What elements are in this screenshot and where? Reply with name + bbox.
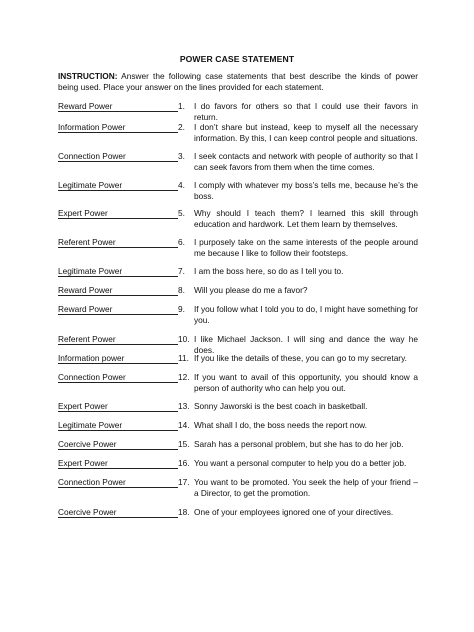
answer-line[interactable]: Expert Power <box>58 401 178 412</box>
item-number: 15. <box>178 439 190 449</box>
answer-line[interactable]: Information power <box>58 353 178 364</box>
item-number: 13. <box>178 401 190 411</box>
case-statement: I do favors for others so that I could use their favors in return. <box>194 101 418 122</box>
answer-line[interactable]: Referent Power <box>58 334 178 345</box>
case-statement: If you want to avail of this opportunity, you should know a person of authority who can help you out. <box>194 372 418 393</box>
item-number: 9. <box>178 304 185 314</box>
case-statement: I like Michael Jackson. I will sing and dance the way he does. <box>194 334 418 355</box>
item-number: 4. <box>178 180 185 190</box>
answer-line[interactable]: Legitimate Power <box>58 180 178 191</box>
item-number: 11. <box>178 353 189 363</box>
case-statement: I seek contacts and network with people of authority so that I can seek favors from them when the time comes. <box>194 151 418 172</box>
document-title: POWER CASE STATEMENT <box>179 54 295 64</box>
answer-line[interactable]: Connection Power <box>58 372 178 383</box>
case-statement: One of your employees ignored one of your directives. <box>194 507 394 517</box>
item-number: 16. <box>178 458 190 468</box>
case-statement: Sarah has a personal problem, but she has to do her job. <box>194 439 404 449</box>
case-statement: Why should I teach them? I learned this skill through education and hardwork. Let them learn by themselves. <box>194 208 418 229</box>
item-number: 6. <box>178 237 185 247</box>
answer-line[interactable]: Coercive Power <box>58 439 178 450</box>
instruction-text: Answer the following case statements that best describe the kinds of power being used. Place your answer on the lines provided for each statement. <box>58 71 418 92</box>
answer-line[interactable]: Expert Power <box>58 208 178 219</box>
case-statement: I don’t share but instead, keep to myself all the necessary information. By this, I can keep control people and situations. <box>194 122 418 143</box>
case-statement: I am the boss here, so do as I tell you to. <box>194 266 344 276</box>
answer-line[interactable]: Reward Power <box>58 304 178 315</box>
item-number: 8. <box>178 285 185 295</box>
item-number: 3. <box>178 151 185 161</box>
item-number: 12. <box>178 372 190 382</box>
case-statement: You want a personal computer to help you do a better job. <box>194 458 407 468</box>
case-statement: Sonny Jaworski is the best coach in basketball. <box>194 401 368 411</box>
case-statement: If you like the details of these, you can go to my secretary. <box>194 353 407 363</box>
answer-line[interactable]: Coercive Power <box>58 507 178 518</box>
answer-line[interactable]: Connection Power <box>58 477 178 488</box>
item-number: 7. <box>178 266 185 276</box>
answer-line[interactable]: Legitimate Power <box>58 266 178 277</box>
instruction-paragraph <box>58 71 418 92</box>
case-statement: I purposely take on the same interests of the people around me because I like to follow their footsteps. <box>194 237 418 258</box>
answer-line[interactable]: Reward Power <box>58 101 178 112</box>
answer-line[interactable]: Information Power <box>58 122 178 133</box>
item-number: 10. <box>178 334 190 344</box>
item-number: 5. <box>178 208 185 218</box>
case-statement: You want to be promoted. You seek the help of your friend – a Director, to get the promotion. <box>194 477 418 498</box>
item-number: 1. <box>178 101 185 111</box>
answer-line[interactable]: Reward Power <box>58 285 178 296</box>
item-number: 17. <box>178 477 190 487</box>
case-statement: I comply with whatever my boss’s tells me, because he’s the boss. <box>194 180 418 201</box>
item-number: 18. <box>178 507 190 517</box>
answer-line[interactable]: Expert Power <box>58 458 178 469</box>
item-number: 2. <box>178 122 185 132</box>
instruction-label: INSTRUCTION: <box>58 71 118 81</box>
answer-line[interactable]: Referent Power <box>58 237 178 248</box>
answer-line[interactable]: Connection Power <box>58 151 178 162</box>
case-statement: Will you please do me a favor? <box>194 285 308 295</box>
answer-line[interactable]: Legitimate Power <box>58 420 178 431</box>
item-number: 14. <box>178 420 190 430</box>
case-statement: What shall I do, the boss needs the report now. <box>194 420 367 430</box>
case-statement: If you follow what I told you to do, I might have something for you. <box>194 304 418 325</box>
